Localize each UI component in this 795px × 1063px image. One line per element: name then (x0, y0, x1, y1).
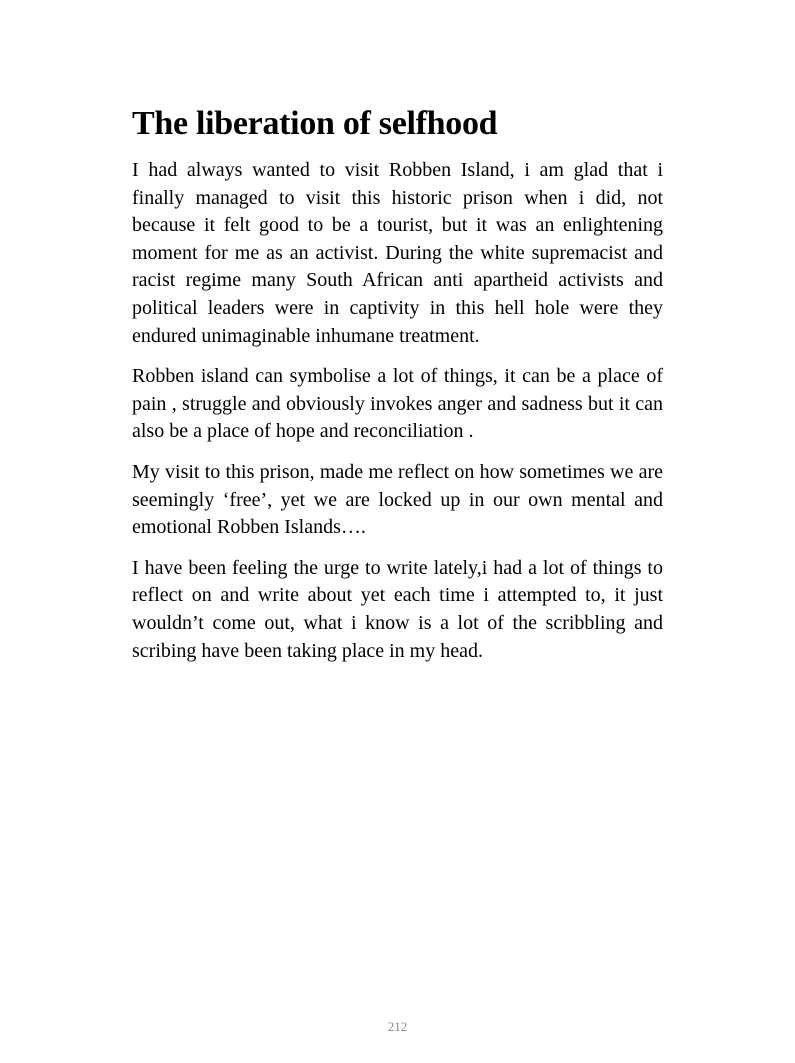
page-content (132, 102, 663, 678)
paragraph-symbolism: Robben island can symbolise a lot of things, it can be a place of pain , struggle and obviously invokes anger and sadness but it can also be a place of hope and reconciliation . (132, 365, 663, 443)
page-number: 212 (387, 1019, 408, 1034)
paragraph-reflection: My visit to this prison, made me reflect on how sometimes we are seemingly ‘free’, yet we are locked up in our own mental and emotional Robben Islands…. (132, 460, 663, 539)
paragraph-robben-island-visit: I had always wanted to visit Robben Island, i am glad that i finally managed to visit this historic prison when i did, not because it felt good to be a tourist, but it was an enlightening moment for me as an activist. During the white supremacist and racist regime many South African anti apartheid activists and political leaders were in captivity in this hell hole were they endured unimaginable inhumane treatment. (132, 159, 663, 347)
page-title: The liberation of selfhood (132, 105, 498, 142)
paragraph-urge-to-write: I have been feeling the urge to write lately,i had a lot of things to reflect on and write about yet each time i attempted to, it just wouldn’t come out, what i know is a lot of the scribbling and scribing have been taking place in my head. (132, 556, 663, 662)
